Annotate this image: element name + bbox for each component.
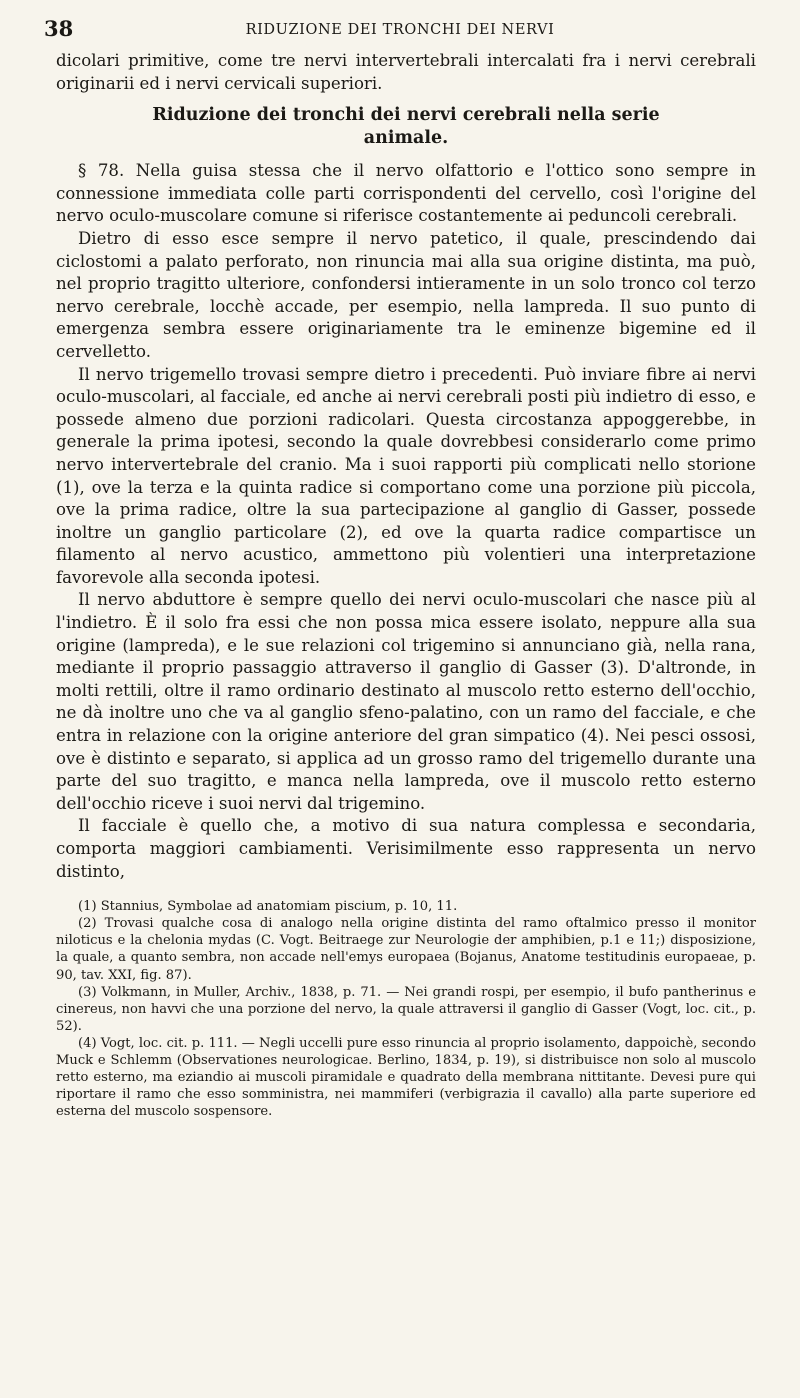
footnote-2: (2) Trovasi qualche cosa di analogo nella origine distinta del ramo oftalmico presso il monitor niloticus e la chelonia mydas (C. Vogt. Beitraege zur Neurologie der amphibien, p.1 e 11;) disposizione, la quale, a quanto sembra, non accade nell'emys europaea (Bojanus, Anatome testitudinis europaeae, p. 90, tav. XXI, fig. 87). [56,916,756,983]
running-title: RIDUZIONE DEI TRONCHI DEI NERVI [245,22,555,38]
page-body [56,50,756,1120]
footnote-3: (3) Volkmann, in Muller, Archiv., 1838, p. 71. — Nei grandi rospi, per esempio, il bufo pantherinus e cinereus, non havvi che una porzione del nervo, la quale attraversi il ganglio di Gasser (Vogt, loc. cit., p. 52). [56,984,756,1034]
paragraph-section-78: § 78. Nella guisa stessa che il nervo olfattorio e l'ottico sono sempre in connessione immediata colle parti corrispondenti del cervello, così l'origine del nervo oculo-muscolare comune si riferisce costantemente ai peduncoli cerebrali. [56,161,756,226]
running-header [44,16,756,46]
paragraph-abduttore: Il nervo abduttore è sempre quello dei nervi oculo-muscolari che nasce più al l'indietro. È il solo fra essi che non possa mica essere isolato, neppure alla sua origine (lampreda), e le sue relazioni col trigemino si annunciano già, nella rana, mediante il proprio passaggio attraverso il ganglio di Gasser (3). D'altronde, in molti rettili, oltre il ramo ordinario destinato al muscolo retto esterno dell'occhio, ne dà inoltre uno che va al ganglio sfeno-palatino, con un ramo del facciale, e che entra in relazione con la origine anteriore del gran simpatico (4). Nei pesci ossosi, ove è distinto e separato, si applica ad un grosso ramo del trigemello durante una parte del suo tragitto, e manca nella lampreda, ove il muscolo retto esterno dell'occhio riceve i suoi nervi dal trigemino. [56,590,756,813]
footnote-1: (1) Stannius, Symbolae ad anatomiam piscium, p. 10, 11. [78,899,458,915]
footnotes [56,898,756,1120]
section-heading [56,104,756,150]
section-heading-line-2: animale. [363,128,449,149]
paragraph-continued: dicolari primitive, come tre nervi intervertebrali intercalati fra i nervi cerebrali originarii ed i nervi cervicali superiori. [56,51,756,93]
paragraph-patetico: Dietro di esso esce sempre il nervo patetico, il quale, prescindendo dai ciclostomi a palato perforato, non rinuncia mai alla sua origine distinta, ma può, nel proprio tragitto ulteriore, confondersi intieramente in un solo tronco col terzo nervo cerebrale, locchè accade, per esempio, nella lampreda. Il suo punto di emergenza sembra essere originariamente tra le eminenze bigemine ed il cervelletto. [56,228,756,361]
paragraph-trigemello: Il nervo trigemello trovasi sempre dietro i precedenti. Può inviare fibre ai nervi oculo-muscolari, al facciale, ed anche ai nervi cerebrali posti più indietro di esso, e possede almeno due porzioni radicolari. Questa circostanza appoggerebbe, in generale la prima ipotesi, secondo la quale dovrebbesi considerarlo come primo nervo intervertebrale del cranio. Ma i suoi rapporti più complicati nello storione (1), ove la terza e la quinta radice si comportano come una porzione più piccola, ove la prima radice, oltre la sua partecipazione al ganglio di Gasser, possede inoltre un ganglio particolare (2), ed ove la quarta radice compartisce un filamento al nervo acustico, ammettono più volentieri una interpretazione favorevole alla seconda ipotesi. [56,364,756,587]
footnote-4: (4) Vogt, loc. cit. p. 111. — Negli uccelli pure esso rinuncia al proprio isolamento, dappoichè, secondo Muck e Schlemm (Observationes neurologicae. Berlino, 1834, p. 19), si distribuisce non solo al muscolo retto esterno, ma eziandio ai muscoli piramidale e quadrato della membrana nittitante. Devesi pure qui riportare il ramo che esso somministra, nei mammiferi (verbigrazia il cavallo) alla parte superiore ed esterna del muscolo sospensore. [56,1035,756,1120]
section-heading-line-1: Riduzione dei tronchi dei nervi cerebrali nella serie [152,105,660,126]
paragraph-facciale: Il facciale è quello che, a motivo di sua natura complessa e secondaria, comporta maggiori cambiamenti. Verisimilmente esso rappresenta un nervo distinto, [56,816,756,881]
page-number: 38 [44,16,74,41]
